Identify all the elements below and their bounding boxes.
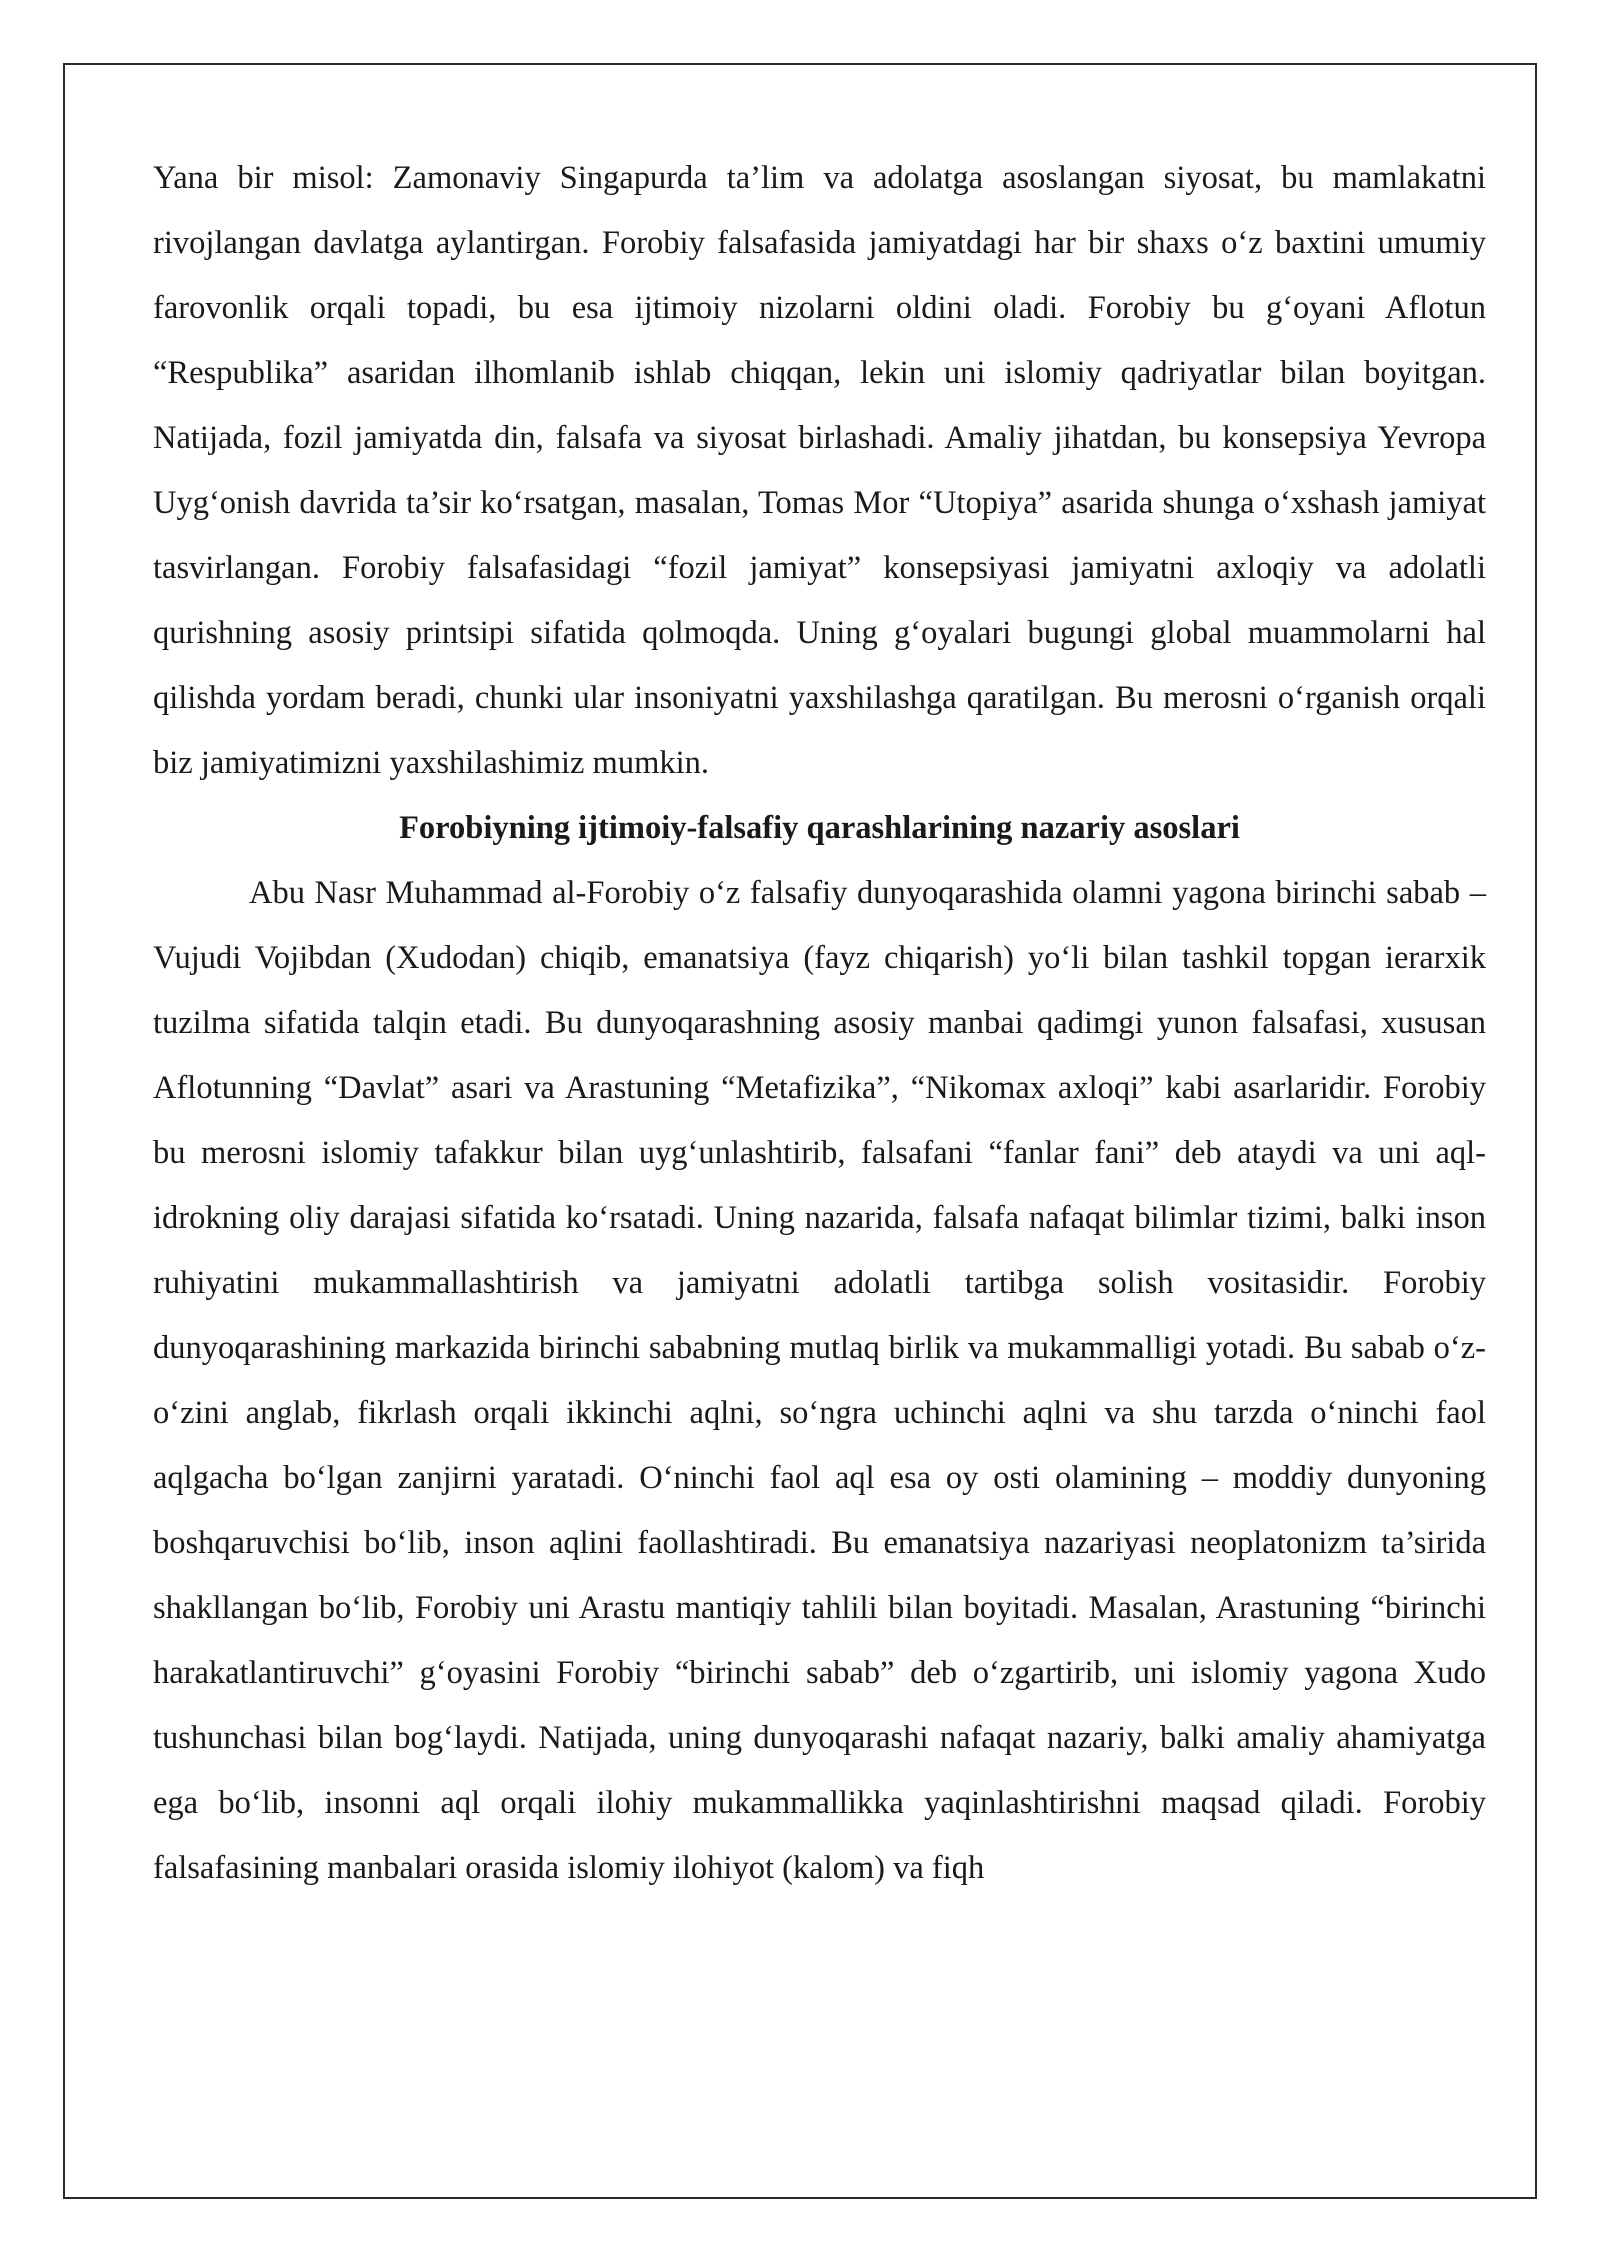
section-heading: Forobiyning ijtimoiy-falsafiy qarashlarining nazariy asoslari [399, 810, 1240, 846]
intro-paragraph: Yana bir misol: Zamonaviy Singapurda ta’lim va adolatga asoslangan siyosat, bu mamlakatni rivojlangan davlatga aylantirgan. Forobiy falsafasida jamiyatdagi har bir shaxs o‘z baxtini umumiy farovonlik orqali topadi, bu esa ijtimoiy nizolarni oldini oladi. Forobiy bu g‘oyani Aflotun “Respublika” asaridan ilhomlanib ishlab chiqqan, lekin uni islomiy qadriyatlar bilan boyitgan. Natijada, fozil jamiyatda din, falsafa va siyosat birlashadi. Amaliy jihatdan, bu konsepsiya Yevropa Uyg‘onish davrida ta’sir ko‘rsatgan, masalan, Tomas Mor “Utopiya” asarida shunga o‘xshash jamiyat tasvirlangan. Forobiy falsafasidagi “fozil jamiyat” konsepsiyasi jamiyatni axloqiy va adolatli qurishning asosiy printsipi sifatida qolmoqda. Uning g‘oyalari bugungi global muammolarni hal qilishda yordam beradi, chunki ular insoniyatni yaxshilashga qaratilgan. Bu merosni o‘rganish orqali biz jamiyatimizni yaxshilashimiz mumkin. [153, 160, 1486, 781]
document-body [153, 146, 1486, 1901]
body-paragraph: Abu Nasr Muhammad al-Forobiy o‘z falsafiy dunyoqarashida olamni yagona birinchi sabab – Vujudi Vojibdan (Xudodan) chiqib, emanatsiya (fayz chiqarish) yo‘li bilan tashkil topgan ierarxik tuzilma sifatida talqin etadi. Bu dunyoqarashning asosiy manbai qadimgi yunon falsafasi, xususan Aflotunning “Davlat” asari va Arastuning “Metafizika”, “Nikomax axloqi” kabi asarlaridir. Forobiy bu merosni islomiy tafakkur bilan uyg‘unlashtirib, falsafani “fanlar fani” deb ataydi va uni aql-idrokning oliy darajasi sifatida ko‘rsatadi. Uning nazarida, falsafa nafaqat bilimlar tizimi, balki inson ruhiyatini mukammallashtirish va jamiyatni adolatli tartibga solish vositasidir. Forobiy dunyoqarashining markazida birinchi sababning mutlaq birlik va mukammalligi yotadi. Bu sabab o‘z-o‘zini anglab, fikrlash orqali ikkinchi aqlni, so‘ngra uchinchi aqlni va shu tarzda o‘ninchi faol aqlgacha bo‘lgan zanjirni yaratadi. O‘ninchi faol aql esa oy osti olamining – moddiy dunyoning boshqaruvchisi bo‘lib, inson aqlini faollashtiradi. Bu emanatsiya nazariyasi neoplatonizm ta’sirida shakllangan bo‘lib, Forobiy uni Arastu mantiqiy tahlili bilan boyitadi. Masalan, Arastuning “birinchi harakatlantiruvchi” g‘oyasini Forobiy “birinchi sabab” deb o‘zgartirib, uni islomiy yagona Xudo tushunchasi bilan bog‘laydi. Natijada, uning dunyoqarashi nafaqat nazariy, balki amaliy ahamiyatga ega bo‘lib, insonni aql orqali ilohiy mukammallikka yaqinlashtirishni maqsad qiladi. Forobiy falsafasining manbalari orasida islomiy ilohiyot (kalom) va fiqh [153, 875, 1486, 1886]
